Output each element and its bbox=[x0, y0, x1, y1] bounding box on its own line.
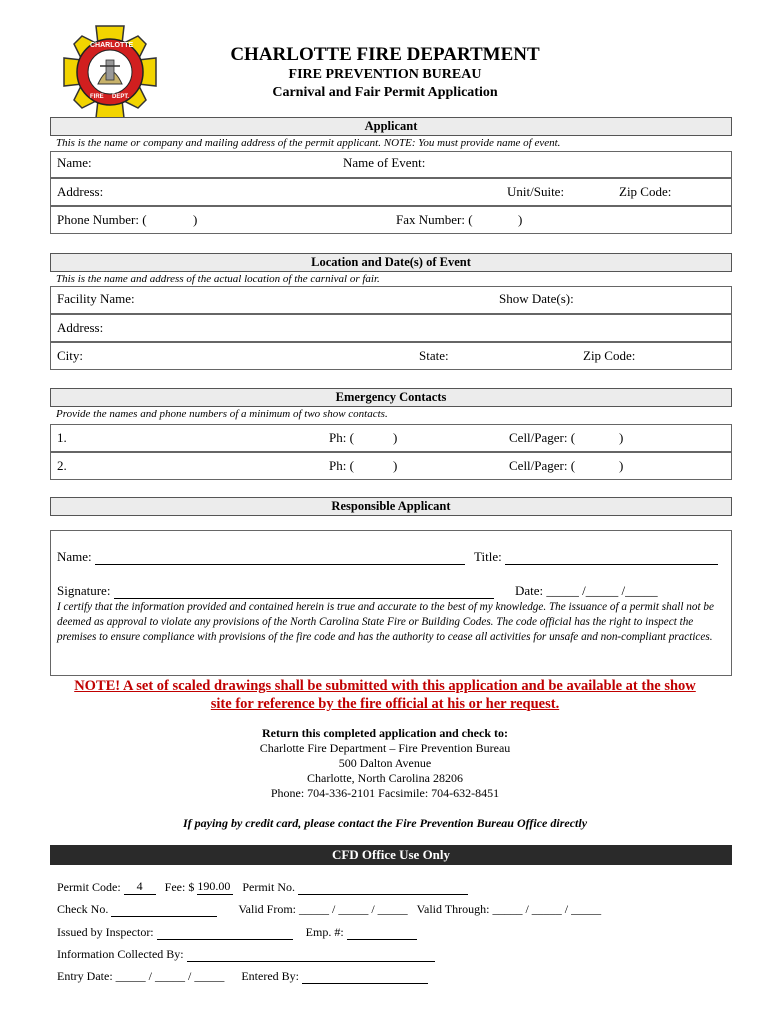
permit-no-field[interactable] bbox=[298, 894, 468, 895]
applicant-name-row[interactable] bbox=[50, 151, 732, 178]
info-collected-field[interactable] bbox=[187, 961, 435, 962]
info-collected-row bbox=[57, 947, 435, 962]
drawings-note-line-1: NOTE! A set of scaled drawings shall be submitted with this application and be available at the show bbox=[74, 678, 696, 694]
signature-label: Signature: bbox=[57, 583, 111, 598]
return-street: 500 Dalton Avenue bbox=[338, 756, 432, 770]
responsible-name-line[interactable] bbox=[57, 549, 465, 565]
responsible-name-field[interactable] bbox=[95, 564, 465, 565]
state-label: State: bbox=[419, 348, 449, 363]
permit-code-row bbox=[57, 879, 468, 895]
fax-label: Fax Number: ( bbox=[396, 212, 473, 227]
phone-label: Phone Number: ( bbox=[57, 212, 147, 227]
contact-phone-close: ) bbox=[393, 458, 398, 473]
office-use-heading: CFD Office Use Only bbox=[50, 845, 732, 865]
location-city-row[interactable] bbox=[50, 342, 732, 370]
check-row bbox=[57, 902, 601, 917]
logo-text-bottom-right: DEPT. bbox=[112, 94, 130, 100]
contact-phone-close: ) bbox=[393, 430, 398, 445]
emergency-contact-row-2[interactable] bbox=[50, 452, 732, 480]
phone-close: ) bbox=[193, 212, 198, 227]
emergency-contact-row-1[interactable] bbox=[50, 424, 732, 452]
inspector-row bbox=[57, 925, 417, 940]
fee-value[interactable]: 190.00 bbox=[197, 879, 233, 895]
entered-by-field[interactable] bbox=[302, 983, 428, 984]
title-field[interactable] bbox=[505, 564, 718, 565]
applicant-phone-row[interactable] bbox=[50, 206, 732, 234]
date-field[interactable]: _____ /_____ /_____ bbox=[546, 583, 658, 598]
responsible-heading: Responsible Applicant bbox=[50, 497, 732, 516]
facility-name-label: Facility Name: bbox=[57, 291, 135, 306]
permit-code-value[interactable]: 4 bbox=[124, 879, 156, 895]
responsible-name-label: Name: bbox=[57, 549, 92, 564]
emp-label: Emp. #: bbox=[305, 925, 344, 939]
valid-through-label: Valid Through: bbox=[416, 902, 490, 916]
name-label: Name: bbox=[57, 155, 92, 170]
check-no-label: Check No. bbox=[57, 902, 109, 916]
signature-field[interactable] bbox=[114, 598, 494, 599]
applicant-note: This is the name or company and mailing address of the permit applicant. NOTE: You must provide name of event. bbox=[56, 137, 561, 149]
show-dates-label: Show Date(s): bbox=[499, 291, 574, 306]
emergency-note: Provide the names and phone numbers of a minimum of two show contacts. bbox=[56, 408, 388, 420]
valid-from-field[interactable]: _____ / _____ / _____ bbox=[299, 902, 408, 916]
contact-cell-label: Cell/Pager: ( bbox=[509, 458, 576, 473]
permit-code-label: Permit Code: bbox=[57, 880, 121, 894]
check-no-field[interactable] bbox=[111, 916, 217, 917]
emp-field[interactable] bbox=[347, 939, 417, 940]
contact-cell-label: Cell/Pager: ( bbox=[509, 430, 576, 445]
contact-cell-close: ) bbox=[619, 430, 624, 445]
event-name-label: Name of Event: bbox=[343, 155, 426, 170]
location-heading: Location and Date(s) of Event bbox=[50, 253, 732, 272]
entry-date-label: Entry Date: bbox=[57, 969, 113, 983]
valid-from-label: Valid From: bbox=[238, 902, 296, 916]
entered-by-label: Entered By: bbox=[241, 969, 299, 983]
issued-by-field[interactable] bbox=[157, 939, 293, 940]
location-zip-label: Zip Code: bbox=[583, 348, 636, 363]
page-subtitle: FIRE PREVENTION BUREAU bbox=[288, 67, 482, 82]
credit-card-note: If paying by credit card, please contact the Fire Prevention Bureau Office directly bbox=[182, 816, 588, 830]
drawings-note-line-2: site for reference by the fire official at his or her request. bbox=[210, 696, 560, 712]
contact-phone-label: Ph: ( bbox=[329, 458, 354, 473]
logo-text-bottom-left: FIRE bbox=[90, 94, 104, 100]
responsible-title-line[interactable] bbox=[474, 549, 718, 565]
facility-row[interactable] bbox=[50, 286, 732, 314]
emergency-heading: Emergency Contacts bbox=[50, 388, 732, 407]
location-address-row[interactable] bbox=[50, 314, 732, 342]
responsible-box bbox=[50, 530, 732, 676]
contact-cell-close: ) bbox=[619, 458, 624, 473]
location-address-label: Address: bbox=[57, 320, 104, 335]
certification-text: I certify that the information provided and contained herein is true and accurate to the best of my knowledge. The issuance of a permit shall not be deemed as approval to violate any provisions of the North Carolina State Fire or Building Codes. The code official has the right to inspect the premises to ensure compliance with provisions of the fire code and has the authority to cease all activities for unsafe and non-compliant practices. bbox=[57, 601, 714, 643]
contact-number: 2. bbox=[57, 458, 67, 473]
page-title: CHARLOTTE FIRE DEPARTMENT bbox=[230, 44, 540, 65]
return-phone: Phone: 704-336-2101 Facsimile: 704-632-8451 bbox=[270, 786, 500, 800]
return-org: Charlotte Fire Department – Fire Prevention Bureau bbox=[259, 741, 511, 755]
fee-label: Fee: $ bbox=[164, 880, 195, 894]
applicant-heading: Applicant bbox=[50, 117, 732, 136]
issued-by-label: Issued by Inspector: bbox=[57, 925, 154, 939]
date-label: Date: bbox=[515, 583, 544, 598]
entry-date-field[interactable]: _____ / _____ / _____ bbox=[115, 969, 225, 983]
return-city: Charlotte, North Carolina 28206 bbox=[307, 771, 463, 785]
date-line[interactable] bbox=[515, 583, 658, 599]
return-heading: Return this completed application and check to: bbox=[262, 726, 508, 740]
fax-close: ) bbox=[518, 212, 523, 227]
logo-text-top: CHARLOTTE bbox=[90, 42, 134, 49]
entry-row bbox=[57, 969, 428, 984]
info-collected-label: Information Collected By: bbox=[57, 947, 184, 961]
valid-through-field[interactable]: _____ / _____ / _____ bbox=[492, 902, 602, 916]
city-label: City: bbox=[57, 348, 84, 363]
unit-suite-label: Unit/Suite: bbox=[507, 184, 565, 199]
applicant-address-row[interactable] bbox=[50, 178, 732, 206]
form-name: Carnival and Fair Permit Application bbox=[272, 85, 498, 100]
permit-no-label: Permit No. bbox=[242, 880, 296, 894]
signature-line[interactable] bbox=[57, 583, 494, 599]
zip-code-label: Zip Code: bbox=[619, 184, 672, 199]
contact-number: 1. bbox=[57, 430, 67, 445]
location-note: This is the name and address of the actual location of the carnival or fair. bbox=[56, 273, 380, 285]
title-label: Title: bbox=[474, 549, 502, 564]
contact-phone-label: Ph: ( bbox=[329, 430, 354, 445]
address-label: Address: bbox=[57, 184, 104, 199]
